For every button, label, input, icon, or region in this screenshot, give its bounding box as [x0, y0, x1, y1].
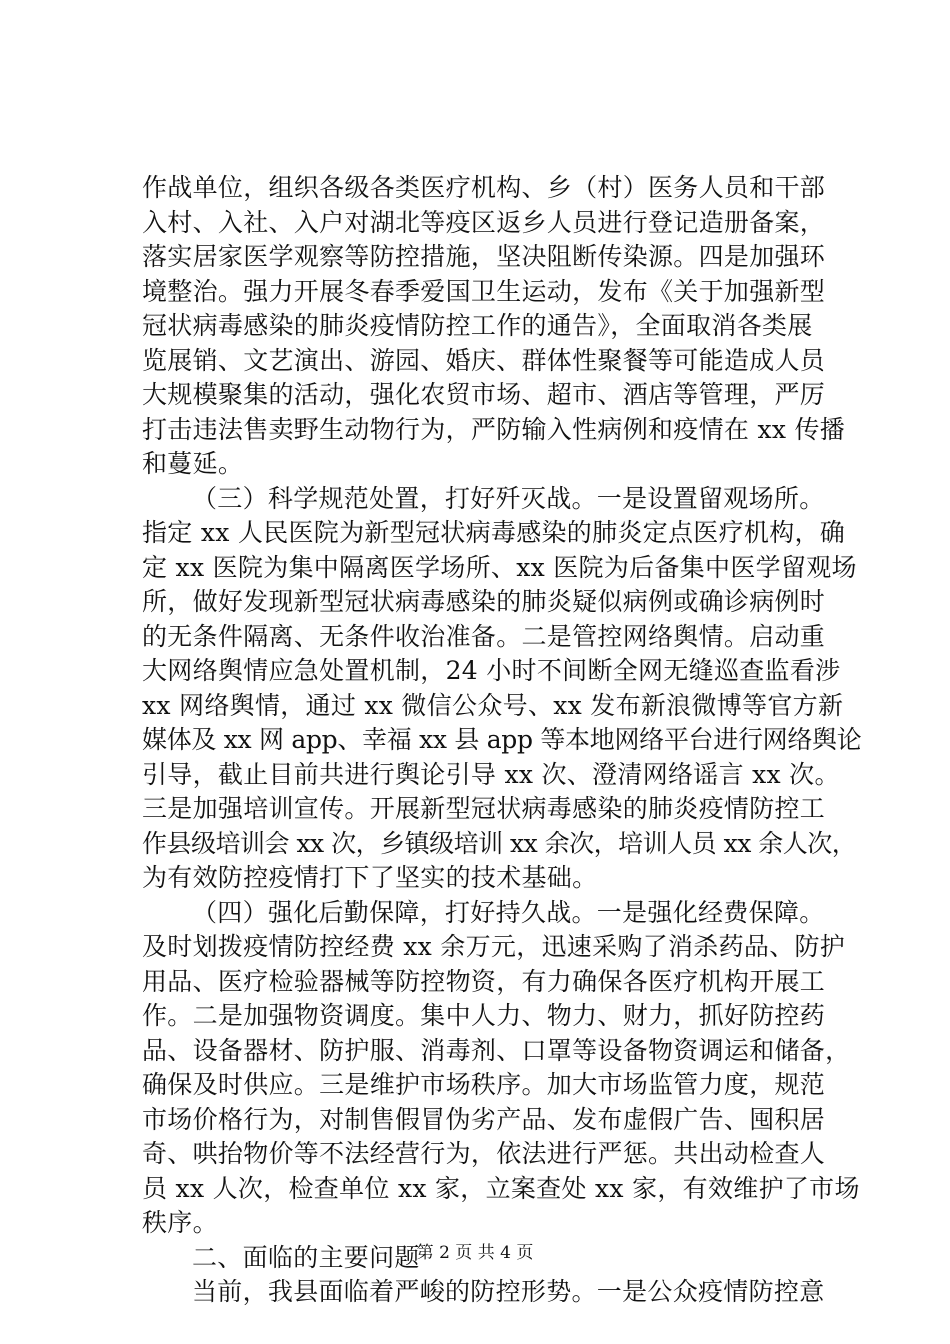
text-line: 打击违法售卖野生动物行为，严防输入性病例和疫情在 xx 传播	[142, 414, 846, 444]
text-line: 及时划拨疫情防控经费 xx 余万元，迅速采购了消杀药品、防护	[142, 932, 846, 961]
text-line: 所，做好发现新型冠状病毒感染的肺炎疑似病例或确诊病例时	[142, 587, 826, 616]
text-line: 作。二是加强物资调度。集中人力、物力、财力，抓好防控药	[142, 1001, 826, 1030]
text-line: 定 xx 医院为集中隔离医学场所、xx 医院为后备集中医学留观场	[142, 552, 857, 582]
text-line: 品、设备器材、防护服、消毒剂、口罩等设备物资调运和储备，	[142, 1035, 851, 1065]
text-line: 和蔓延。	[142, 449, 244, 478]
text-line: 的无条件隔离、无条件收治准备。二是管控网络舆情。启动重	[142, 621, 826, 651]
text-line: 指定 xx 人民医院为新型冠状病毒感染的肺炎定点医疗机构，确	[142, 518, 846, 547]
text-line: 入村、入社、入户对湖北等疫区返乡人员进行登记造册备案，	[142, 207, 826, 237]
text-line: 览展销、文艺演出、游园、婚庆、群体性聚餐等可能造成人员	[142, 345, 826, 375]
text-line: 确保及时供应。三是维护市场秩序。加大市场监管力度，规范	[142, 1070, 826, 1099]
text-line: 市场价格行为，对制售假冒伪劣产品、发布虚假广告、囤积居	[142, 1104, 826, 1134]
text-line: 秩序。	[142, 1208, 218, 1237]
page-footer: 第 2 页 共 4 页	[416, 1243, 534, 1263]
text-line: 作战单位，组织各级各类医疗机构、乡（村）医务人员和干部	[142, 173, 826, 202]
text-line: 为有效防控疫情打下了坚实的技术基础。	[142, 863, 598, 892]
document-body	[142, 171, 862, 1310]
text-line: 冠状病毒感染的肺炎疫情防控工作的通告》，全面取消各类展	[142, 311, 813, 340]
text-line: 落实居家医学观察等防控措施，坚决阻断传染源。四是加强环	[142, 242, 826, 271]
text-line: 员 xx 人次，检查单位 xx 家，立案查处 xx 家，有效维护了市场	[142, 1173, 860, 1203]
text-line: （四）强化后勤保障，打好持久战。一是强化经费保障。	[192, 897, 825, 927]
text-line: 二、面临的主要问题	[192, 1242, 420, 1272]
text-line: （三）科学规范处置，打好歼灭战。一是设置留观场所。	[192, 483, 825, 513]
text-line: 媒体及 xx 网 app、幸福 xx 县 app 等本地网络平台进行网络舆论	[142, 725, 862, 754]
text-line: 三是加强培训宣传。开展新型冠状病毒感染的肺炎疫情防控工	[142, 794, 826, 823]
text-line: 境整治。强力开展冬春季爱国卫生运动，发布《关于加强新型	[142, 276, 826, 306]
text-line: xx 网络舆情，通过 xx 微信公众号、xx 发布新浪微博等官方新	[142, 690, 844, 720]
text-line: 用品、医疗检验器械等防控物资，有力确保各医疗机构开展工	[142, 966, 826, 996]
text-line: 作县级培训会 xx 次，乡镇级培训 xx 余次，培训人员 xx 余人次，	[142, 828, 857, 858]
text-line: 奇、哄抬物价等不法经营行为，依法进行严惩。共出动检查人	[142, 1139, 826, 1168]
text-line: 大网络舆情应急处置机制，24 小时不间断全网无缝巡查监看涉	[142, 656, 841, 685]
text-line: 当前，我县面临着严峻的防控形势。一是公众疫情防控意	[192, 1277, 825, 1306]
text-line: 大规模聚集的活动，强化农贸市场、超市、酒店等管理，严厉	[142, 380, 826, 409]
text-line: 引导，截止目前共进行舆论引导 xx 次、澄清网络谣言 xx 次。	[142, 759, 840, 789]
